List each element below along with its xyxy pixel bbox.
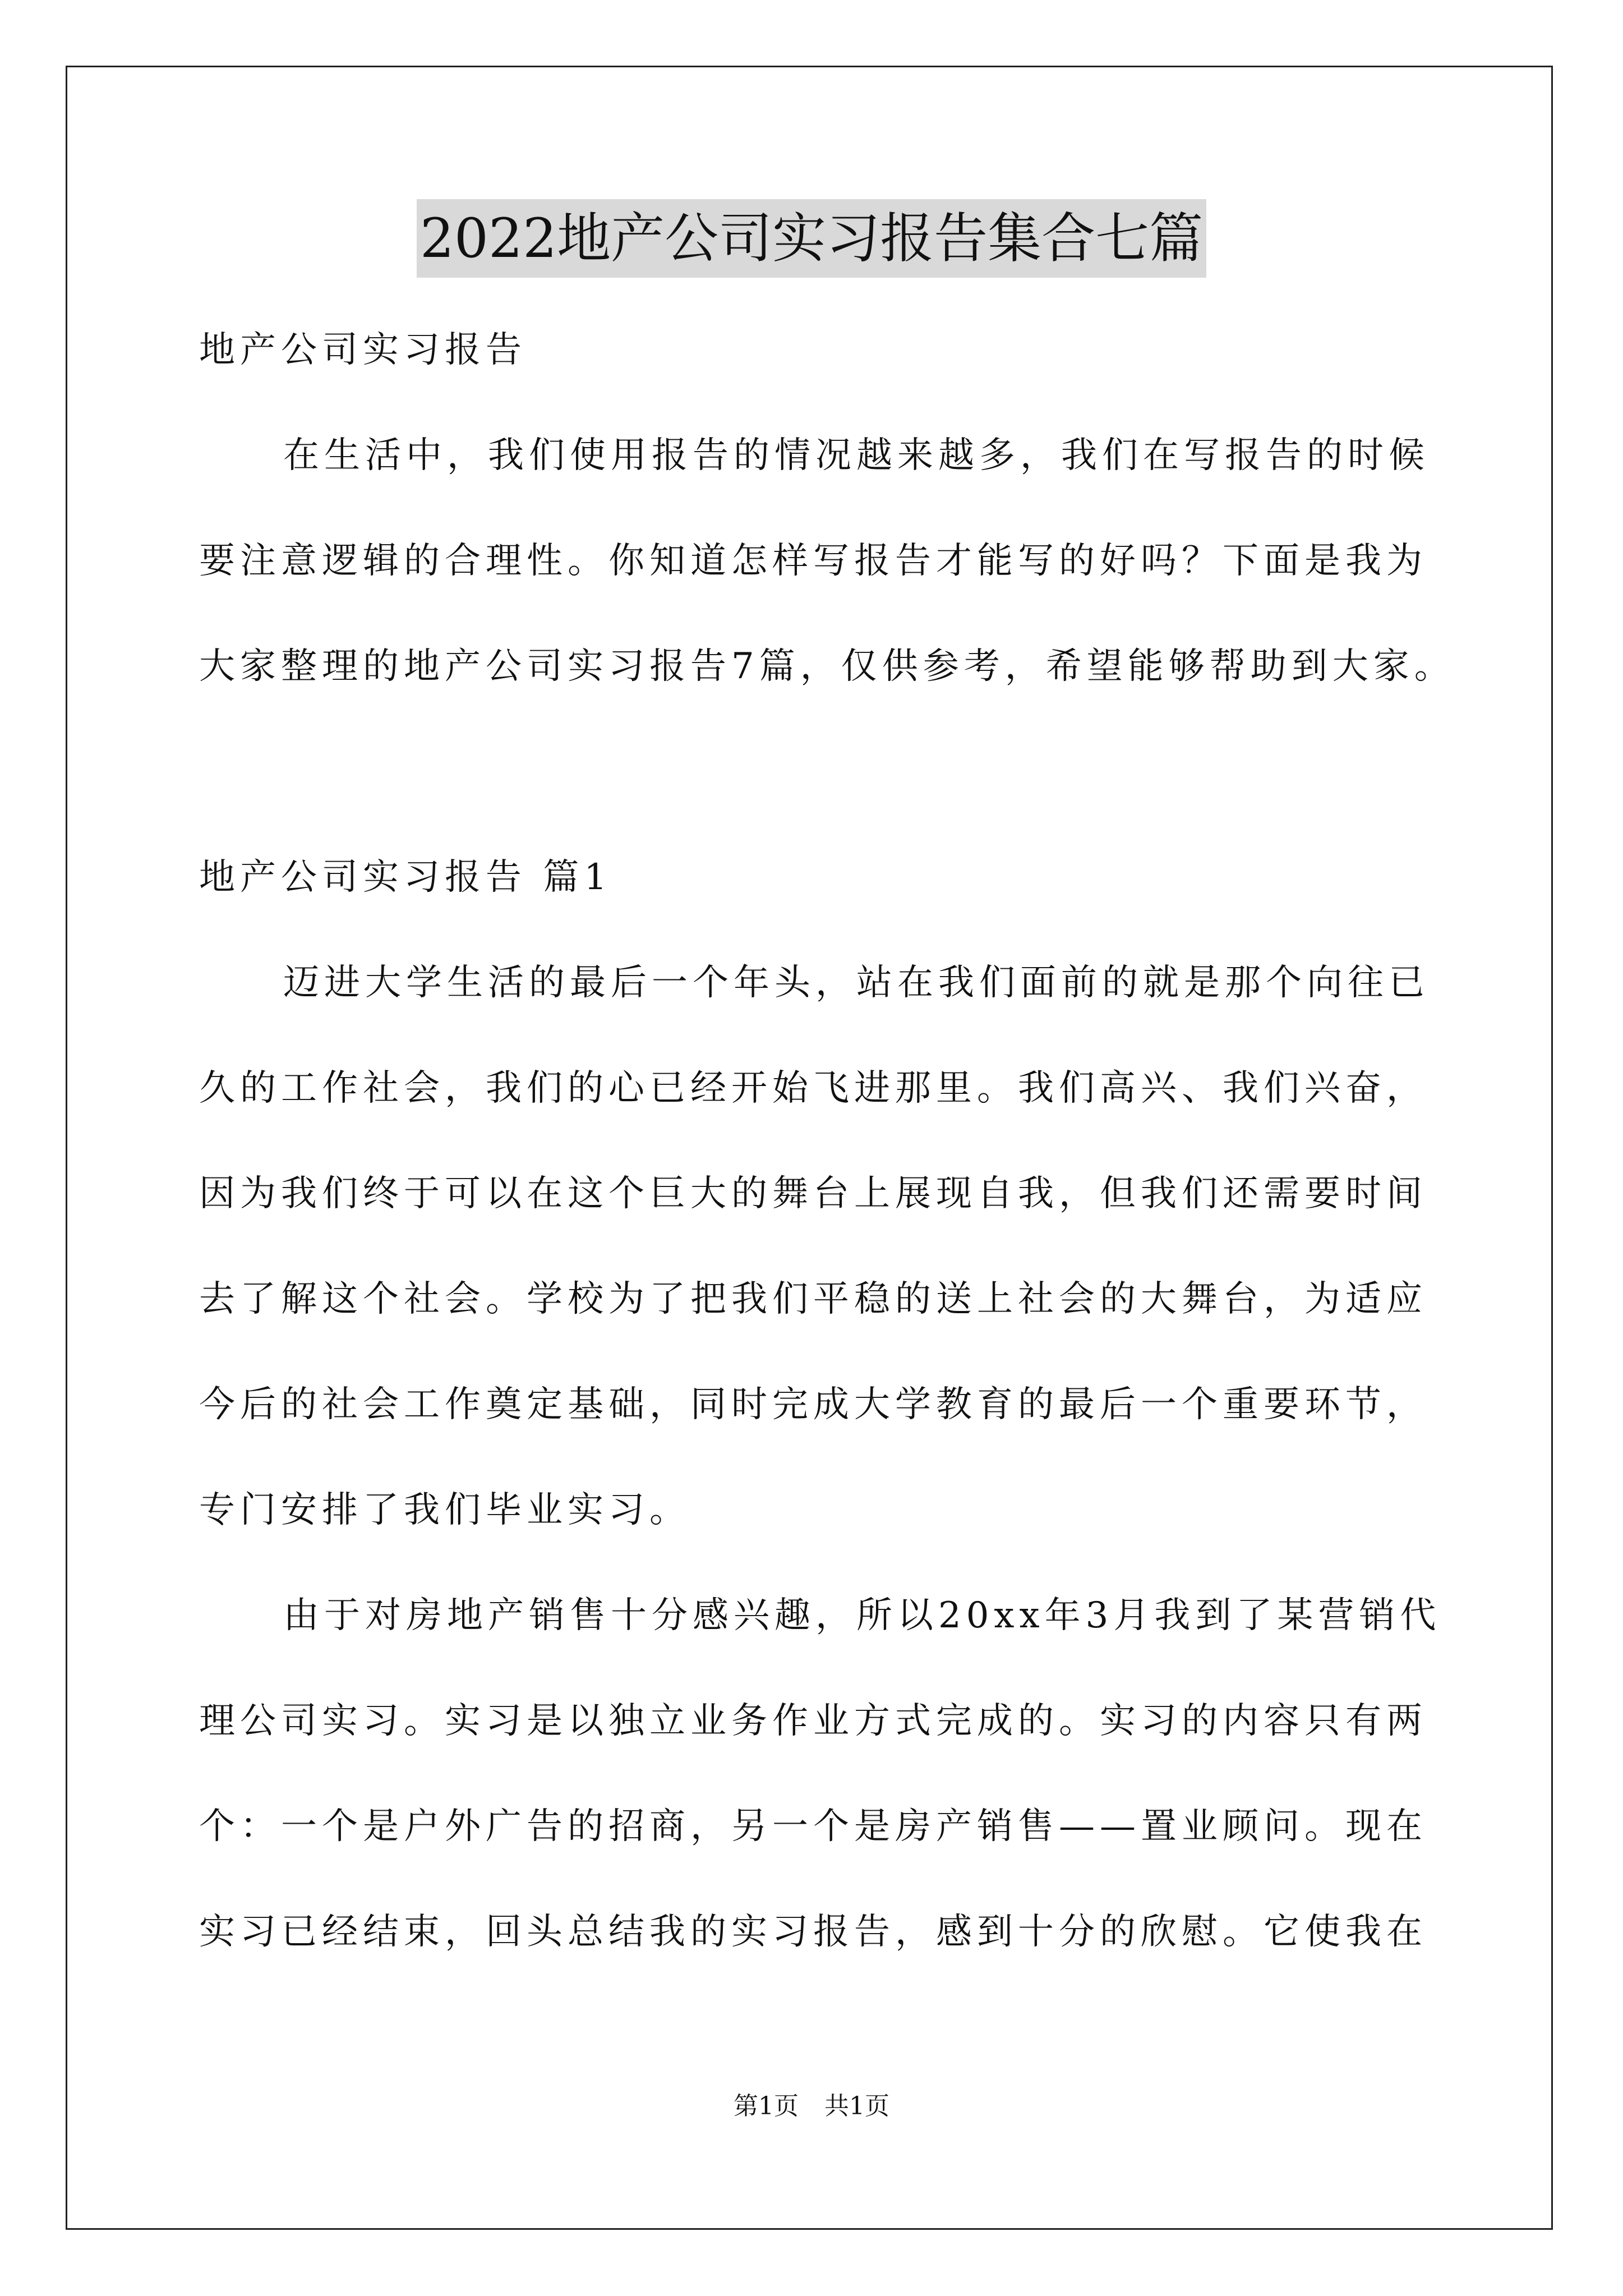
section-heading: 地产公司实习报告 bbox=[199, 329, 527, 371]
title-container bbox=[0, 199, 1623, 278]
paragraph-line: 实习已经结束，回头总结我的实习报告，感到十分的欣慰。它使我在 bbox=[199, 1911, 1427, 1953]
paragraph-line: 今后的社会工作奠定基础，同时完成大学教育的最后一个重要环节， bbox=[199, 1384, 1427, 1425]
paragraph-line: 久的工作社会，我们的心已经开始飞进那里。我们高兴、我们兴奋， bbox=[199, 1068, 1427, 1109]
paragraph-line: 要注意逻辑的合理性。你知道怎样写报告才能写的好吗？下面是我为 bbox=[199, 540, 1427, 582]
paragraph-line: 个：一个是户外广告的招商，另一个是房产销售——置业顾问。现在 bbox=[199, 1806, 1427, 1847]
paragraph-line: 由于对房地产销售十分感兴趣，所以20xx年3月我到了某营销代 bbox=[283, 1595, 1441, 1636]
paragraph-line: 大家整理的地产公司实习报告7篇，仅供参考，希望能够帮助到大家。 bbox=[199, 646, 1455, 687]
blank-line bbox=[199, 719, 1433, 825]
paragraph-line: 迈进大学生活的最后一个年头，站在我们面前的就是那个向往已 bbox=[283, 962, 1430, 1004]
page-total: 共1页 bbox=[824, 2092, 889, 2120]
section-heading: 地产公司实习报告 篇1 bbox=[199, 857, 612, 898]
paragraph-line: 理公司实习。实习是以独立业务作业方式完成的。实习的内容只有两 bbox=[199, 1700, 1427, 1742]
paragraph-line: 因为我们终于可以在这个巨大的舞台上展现自我，但我们还需要时间 bbox=[199, 1173, 1427, 1214]
document-body bbox=[199, 297, 1455, 1985]
paragraph-line: 去了解这个社会。学校为了把我们平稳的送上社会的大舞台，为适应 bbox=[199, 1278, 1427, 1320]
page-footer bbox=[0, 2090, 1623, 2123]
page-number: 第1页 bbox=[734, 2092, 799, 2120]
paragraph-line: 在生活中，我们使用报告的情况越来越多，我们在写报告的时候 bbox=[283, 435, 1430, 476]
paragraph-line: 专门安排了我们毕业实习。 bbox=[199, 1489, 690, 1531]
document-title: 2022地产公司实习报告集合七篇 bbox=[417, 199, 1206, 278]
